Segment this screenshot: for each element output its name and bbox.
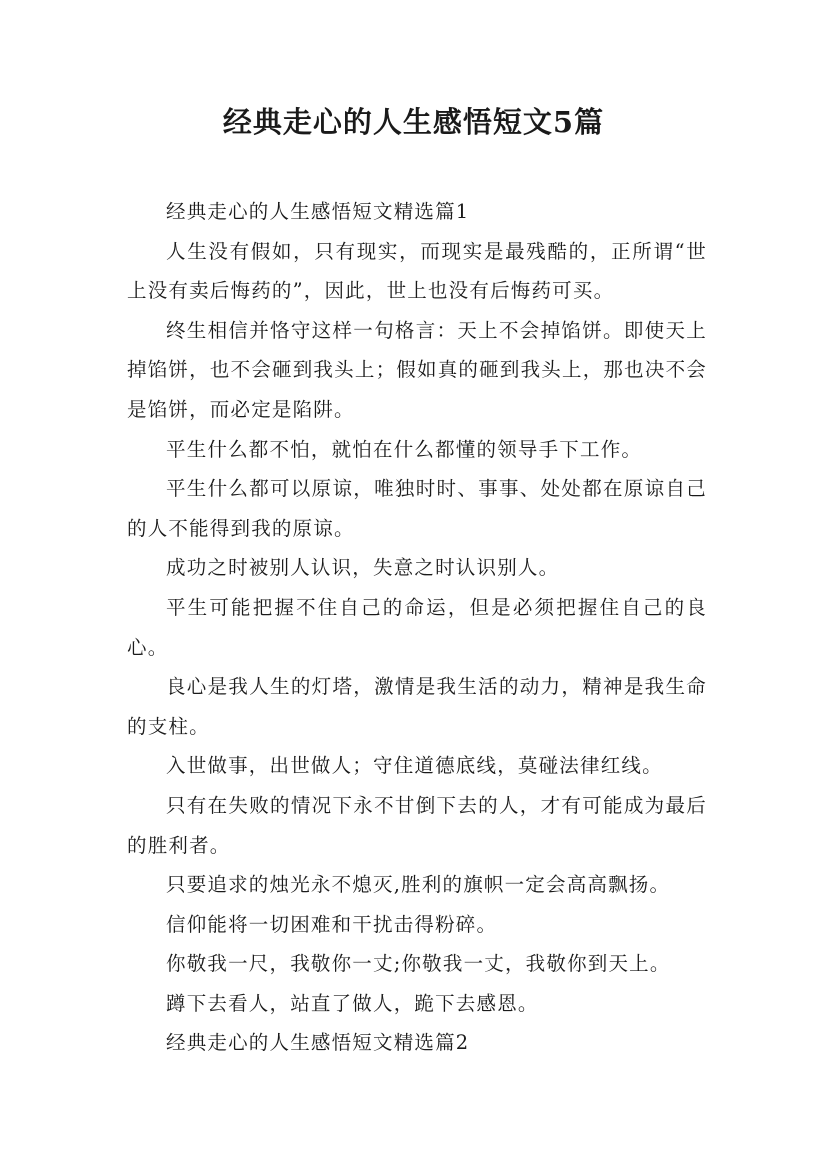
paragraph: 平生什么都可以原谅，唯独时时、事事、处处都在原谅自己的人不能得到我的原谅。 — [127, 477, 707, 540]
paragraph: 平生可能把握不住自己的命运，但是必须把握住自己的良心。 — [127, 595, 707, 659]
paragraph: 只有在失败的情况下永不甘倒下去的人，才有可能成为最后的胜利者。 — [127, 793, 707, 857]
document-title: 经典走心的人生感悟短文5篇 — [222, 105, 605, 139]
section-heading-1: 经典走心的人生感悟短文精选篇1 — [166, 200, 470, 223]
section-heading-2: 经典走心的人生感悟短文精选篇2 — [166, 1031, 470, 1055]
paragraph: 你敬我一尺，我敬你一丈;你敬我一丈，我敬你到天上。 — [166, 952, 671, 976]
paragraph: 良心是我人生的灯塔，激情是我生活的动力，精神是我生命的支柱。 — [127, 675, 707, 738]
paragraph: 成功之时被别人认识，失意之时认识别人。 — [166, 556, 560, 580]
paragraph: 信仰能将一切困难和干扰击得粉碎。 — [166, 912, 498, 936]
paragraph: 入世做事，出世做人；守住道德底线，莫碰法律红线。 — [166, 754, 663, 778]
paragraph: 终生相信并恪守这样一句格言：天上不会掉馅饼。即使天上掉馅饼，也不会砸到我头上；假如真的砸到我头上，那也决不会是馅饼，而必定是陷阱。 — [127, 318, 707, 421]
paragraph: 人生没有假如，只有现实，而现实是最残酷的，正所谓“世上没有卖后悔药的”，因此，世上也没有后悔药可买。 — [127, 239, 707, 303]
paragraph: 只要追求的烛光永不熄灭,胜利的旗帜一定会高高飘扬。 — [166, 873, 671, 897]
paragraph: 蹲下去看人，站直了做人，跪下去感恩。 — [166, 991, 539, 1015]
paragraph: 平生什么都不怕，就怕在什么都懂的领导手下工作。 — [166, 437, 643, 461]
document-body — [127, 192, 707, 1063]
